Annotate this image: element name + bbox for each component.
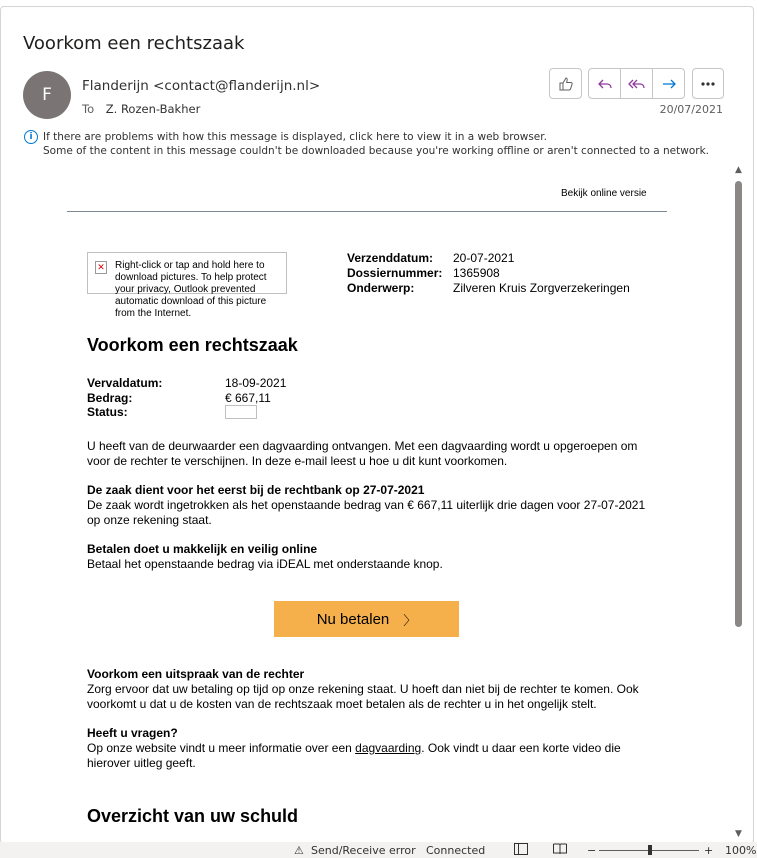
debt-overview-heading: Overzicht van uw schuld <box>87 806 299 826</box>
zoom-slider-knob[interactable] <box>648 845 652 855</box>
detail-value: € 667,11 <box>225 390 271 405</box>
scroll-up-icon[interactable]: ▲ <box>735 165 742 175</box>
reply-button[interactable] <box>589 69 621 98</box>
detail-value: 18-09-2021 <box>225 376 287 390</box>
chevron-right-icon: 〉 <box>403 612 417 628</box>
pay-section <box>87 542 657 572</box>
verdict-title: Voorkom een uitspraak van de rechter <box>87 667 305 681</box>
meta-value: Zilveren Kruis Zorgverzekeringen <box>453 281 630 295</box>
sender-address[interactable]: Flanderijn <contact@flanderijn.nl> <box>82 78 321 94</box>
blocked-image-placeholder[interactable] <box>87 252 287 319</box>
verdict-text: Zorg ervoor dat uw betaling op tijd op onze rekening staat. U hoeft dan niet bij de rechter te komen. Ook voorkomt u dat u de kosten van de rechtszaak moet betalen als de rechter u in het ongelijk stelt. <box>87 682 639 711</box>
vertical-scrollbar[interactable] <box>732 165 744 845</box>
scroll-thumb[interactable] <box>735 181 742 627</box>
pay-now-button[interactable] <box>274 601 459 637</box>
meta-key: Onderwerp: <box>347 281 415 295</box>
dossier-meta <box>347 251 630 296</box>
meta-row <box>347 281 630 296</box>
info-bar[interactable] <box>43 130 709 158</box>
message-body <box>1 165 731 845</box>
send-receive-error[interactable]: Send/Receive error <box>311 844 416 857</box>
scroll-down-icon[interactable]: ▼ <box>735 829 742 839</box>
questions-text-post: . Ook vindt u daar een korte video die hierover uitleg geeft. <box>87 741 621 770</box>
detail-row <box>87 391 286 406</box>
detail-key: Vervaldatum: <box>87 376 163 390</box>
court-section <box>87 483 657 528</box>
zoom-in-button[interactable]: + <box>704 844 714 857</box>
blocked-image-text: Right-click or tap and hold here to download pictures. To help protect your privacy, Outlook prevented automatic download of this picture from the Internet. <box>115 260 267 319</box>
more-icon <box>700 81 716 87</box>
message-subject: Voorkom een rechtszaak <box>23 33 245 54</box>
sender-avatar[interactable]: F <box>23 71 71 119</box>
zoom-out-button[interactable]: − <box>587 844 597 857</box>
thumbs-up-icon <box>558 76 574 92</box>
pay-now-label: Nu betalen <box>316 610 390 628</box>
detail-key: Bedrag: <box>87 390 133 405</box>
reply-all-icon <box>628 76 646 92</box>
forward-button[interactable] <box>653 69 684 98</box>
pay-title: Betalen doet u makkelijk en veilig online <box>87 542 318 556</box>
info-line-display[interactable]: If there are problems with how this message is displayed, click here to view it in a web browser. <box>43 131 547 143</box>
detail-key: Status: <box>87 405 128 419</box>
info-line-offline: Some of the content in this message couldn't be downloaded because you're working offline or aren't connected to a network. <box>43 145 709 157</box>
to-label: To <box>82 102 95 116</box>
detail-row <box>87 405 286 420</box>
status-image-placeholder <box>225 405 257 419</box>
forward-icon <box>661 76 677 92</box>
meta-value: 1365908 <box>453 266 500 280</box>
questions-section <box>87 726 657 771</box>
message-window <box>0 6 754 844</box>
pay-text: Betaal het openstaande bedrag via iDEAL met onderstaande knop. <box>87 557 443 571</box>
court-text: De zaak wordt ingetrokken als het openstaande bedrag van € 667,11 uiterlijk drie dagen voor 27-07-2021 op onze rekening staat. <box>87 498 646 527</box>
verdict-section <box>87 667 657 712</box>
like-button[interactable] <box>549 68 582 99</box>
reply-icon <box>597 76 613 92</box>
recipient-name[interactable]: Z. Rozen-Bakher <box>105 102 201 116</box>
meta-value: 20-07-2021 <box>453 251 515 265</box>
recipient-line <box>82 102 200 116</box>
reply-all-button[interactable] <box>621 69 653 98</box>
meta-key: Verzenddatum: <box>347 251 434 265</box>
online-version-link[interactable]: Bekijk online versie <box>561 188 647 199</box>
intro-paragraph: U heeft van de deurwaarder een dagvaarding ontvangen. Met een dagvaarding wordt u opgeroepen om voor de rechter te verschijnen. In deze e-mail leest u hoe u dit kunt voorkomen. <box>87 439 638 468</box>
detail-row <box>87 376 286 391</box>
meta-row <box>347 251 630 266</box>
normal-view-button[interactable] <box>514 843 528 858</box>
body-heading: Voorkom een rechtszaak <box>87 335 298 355</box>
meta-key: Dossiernummer: <box>347 266 443 280</box>
broken-image-icon: ✕ <box>95 261 107 274</box>
status-bar <box>0 842 757 858</box>
header-divider <box>67 211 667 212</box>
more-actions-button[interactable] <box>692 68 724 99</box>
received-date: 20/07/2021 <box>659 103 723 116</box>
payment-details <box>87 376 286 420</box>
meta-row <box>347 266 630 281</box>
dagvaarding-link[interactable]: dagvaarding <box>355 741 422 755</box>
court-title: De zaak dient voor het eerst bij de rechtbank op 27-07-2021 <box>87 483 425 497</box>
questions-title: Heeft u vragen? <box>87 726 178 740</box>
normal-view-icon <box>514 843 528 855</box>
zoom-level[interactable]: 100% <box>725 844 757 857</box>
reply-actions <box>588 68 685 99</box>
questions-text-pre: Op onze website vindt u meer informatie over een <box>87 741 356 755</box>
connection-status: Connected <box>426 844 486 857</box>
warning-icon: ⚠ <box>294 844 304 857</box>
info-icon: i <box>24 130 38 144</box>
reading-view-button[interactable] <box>553 843 567 858</box>
reading-view-icon <box>553 843 567 855</box>
